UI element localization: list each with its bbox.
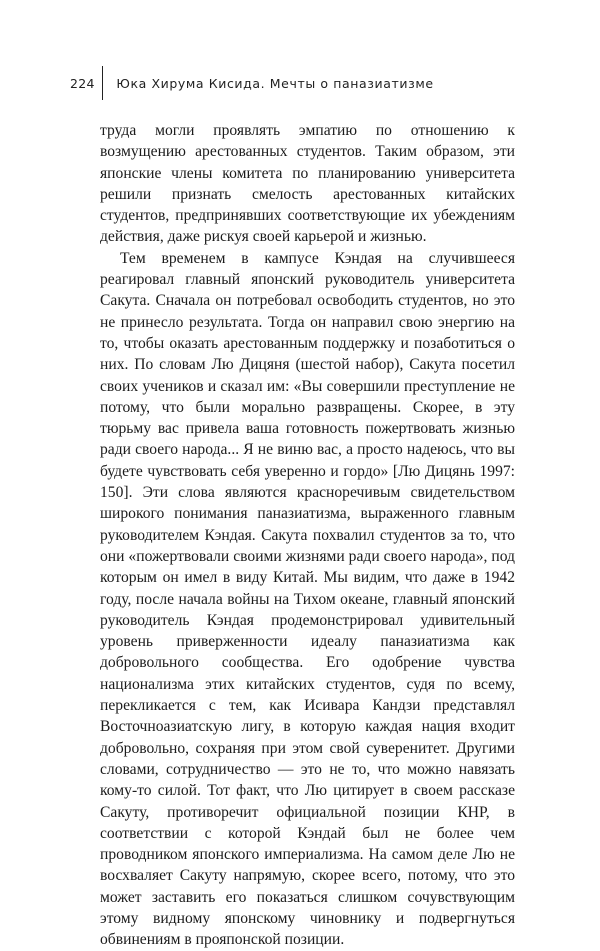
running-header — [70, 66, 434, 100]
running-title: Юка Хирума Кисида. Мечты о паназиатизме — [116, 75, 434, 91]
paragraph: Тем временем в кампусе Кэндая на случившееся реагировал главный японский руководитель университета Сакута. Сначала он потребовал освободить студентов, но это не принесло результата. Тогда он направил свою энергию на то, чтобы оказать арестованным поддержку и позаботиться о них. По словам Лю Дицяня (шестой набор), Сакута посетил своих учеников и сказал им: «Вы совершили преступление не потому, что были морально развращены. Скорее, в эту тюрьму вас привела ваша готовность пожертвовать жизнью ради своего народа... Я не виню вас, а просто надеюсь, что вы будете чувствовать себя уверенно и гордо» [Лю Дицянь 1997: 150]. Эти слова являются красноречивым свидетельством широкого понимания паназиатизма, выраженного главным руководителем Кэндая. Сакута похвалил студентов за то, что они «пожертвовали своими жизнями ради своего народа», под которым он имел в виду Китай. Мы видим, что даже в 1942 году, после начала войны на Тихом океане, главный японский руководитель Кэндая продемонстрировал удивительный уровень приверженности идеалу паназиатизма как добровольного сообщества. Его одобрение чувства национализма этих китайских студентов, судя по всему, перекликается с тем, как Исивара Кандзи представлял Восточноазиатскую лигу, в которую каждая нация входит добровольно, сохраняя при этом свой суверенитет. Другими словами, сотрудничество — это не то, что можно навязать кому-то силой. Тот факт, что Лю цитирует в своем рассказе Сакуту, противоречит официальной позиции КНР, в соответствии с которой Кэндай был не более чем проводником японского империализма. На самом деле Лю не восхваляет Сакуту напрямую, скорее всего, потому, что это может заставить его показаться слишком сочувствующим этому видному японскому чиновнику и подвергнуться обвинениям в прояпонской позиции. — [100, 249, 515, 949]
page-number: 224 — [70, 75, 95, 91]
paragraph-continued: труда могли проявлять эмпатию по отношению к возмущению арестованных студентов. Таким образом, эти японские члены комитета по планированию университета решили признать смелость арестованных китайских студентов, предпринявших соответствующие их убеждениям действия, даже рискуя своей карьерой и жизнью. — [100, 122, 515, 246]
body-text — [100, 120, 515, 951]
header-divider — [102, 66, 103, 100]
